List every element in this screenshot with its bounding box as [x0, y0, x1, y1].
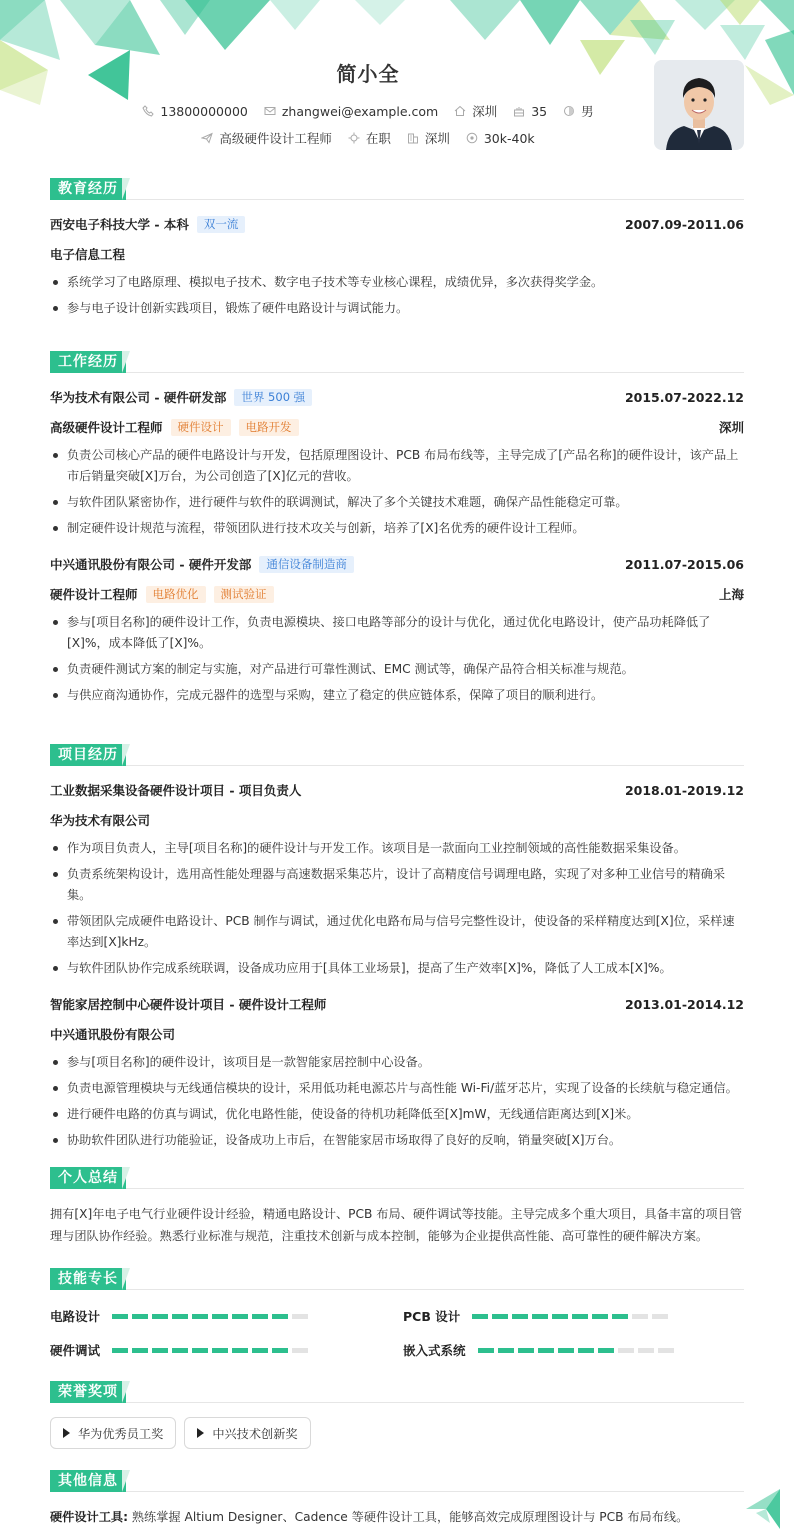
section-title: 技能专长 [50, 1268, 126, 1290]
project-company-row [50, 810, 744, 830]
skill-segment-filled [572, 1314, 588, 1319]
candidate-name: 简小全 [336, 62, 400, 86]
major-name: 电子信息工程 [50, 247, 126, 262]
list-item: 与供应商沟通协作，完成元器件的选型与采购，建立了稳定的供应链体系，保障了项目的顺利进行。 [50, 685, 744, 706]
contact-city [454, 102, 497, 120]
awards-section [50, 1381, 744, 1449]
contact-gender [563, 102, 594, 120]
skill-segment-filled [192, 1348, 208, 1353]
summary-section [50, 1167, 744, 1247]
skill-segment-filled [232, 1314, 248, 1319]
skill-segment-filled [232, 1348, 248, 1353]
skill-segment-filled [558, 1348, 574, 1353]
other-info-value: 熟练掌握 Altium Designer、Cadence 等硬件设计工具，能够高效完成原理图设计与 PCB 布局布线。 [131, 1510, 689, 1524]
project-bullets [50, 1052, 744, 1151]
skill-item [403, 1341, 678, 1359]
work-section [50, 351, 744, 711]
intent-salary-text: 30k-40k [483, 130, 535, 146]
intent-city-text: 深圳 [424, 131, 450, 146]
project-date: 2018.01-2019.12 [624, 782, 744, 798]
list-item: 负责硬件测试方案的制定与实施，对产品进行可靠性测试、EMC 测试等，确保产品符合相关标准与规范。 [50, 659, 744, 680]
list-item: 与软件团队紧密协作，进行硬件与软件的联调测试，解决了多个关键技术难题，确保产品性能稳定可靠。 [50, 492, 744, 513]
contact-phone [142, 104, 247, 119]
salary-icon [466, 132, 478, 144]
skills-section [50, 1268, 744, 1372]
gender-icon [563, 105, 575, 117]
education-bullets [50, 272, 744, 319]
company-name: 中兴通讯股份有限公司 - 硬件开发部 [50, 557, 252, 572]
skill-item [403, 1307, 672, 1325]
corner-decoration [746, 1489, 780, 1529]
position-title: 高级硬件设计工程师 [50, 420, 163, 435]
job-date: 2015.07-2022.12 [624, 389, 744, 405]
award-chip [50, 1417, 176, 1449]
skill-segment-empty [618, 1348, 634, 1353]
avatar-portrait [654, 60, 744, 150]
project-bullets [50, 838, 744, 979]
phone-icon [142, 105, 154, 117]
section-title-tail [122, 1268, 130, 1290]
company-name: 华为技术有限公司 - 硬件研发部 [50, 390, 227, 405]
email-address: zhangwei@example.com [281, 103, 439, 119]
list-item: 制定硬件设计规范与流程，带领团队进行技术攻关与创新，培养了[X]名优秀的硬件设计工程师。 [50, 518, 744, 539]
award-name: 中兴技术创新奖 [212, 1426, 298, 1441]
skill-name: 硬件调试 [50, 1343, 101, 1358]
project-entry-header [50, 780, 744, 800]
skill-segment-filled [192, 1314, 208, 1319]
section-title-tail [122, 178, 130, 200]
job-position-row [50, 584, 744, 604]
skill-tag: 测试验证 [214, 586, 274, 603]
list-item: 与软件团队协作完成系统联调，设备成功应用于[具体工业场景]，提高了生产效率[X]%，降低了人工成本[X]%。 [50, 958, 744, 979]
job-position-row [50, 417, 744, 437]
list-item: 协助软件团队进行功能验证，设备成功上市后，在智能家居市场取得了良好的反响，销量突破[X]万台。 [50, 1130, 744, 1151]
skill-segment-filled [252, 1314, 268, 1319]
list-item: 负责电源管理模块与无线通信模块的设计，采用低功耗电源芯片与高性能 Wi-Fi/蓝牙芯片，实现了设备的长续航与稳定通信。 [50, 1078, 744, 1099]
section-title: 项目经历 [50, 744, 126, 766]
intent-city [407, 129, 450, 147]
skill-segment-filled [532, 1314, 548, 1319]
phone-number: 13800000000 [160, 103, 248, 119]
skill-segment-filled [152, 1314, 168, 1319]
section-title: 荣誉奖项 [50, 1381, 126, 1403]
section-title-tail [122, 351, 130, 373]
list-item: 参与[项目名称]的硬件设计，该项目是一款智能家居控制中心设备。 [50, 1052, 744, 1073]
skill-segment-filled [538, 1348, 554, 1353]
school-tag: 双一流 [197, 216, 246, 233]
job-entry-header [50, 387, 744, 407]
other-info-text [50, 1506, 744, 1528]
company-tag: 世界 500 强 [234, 389, 312, 406]
award-chip [184, 1417, 310, 1449]
skill-item [50, 1307, 312, 1325]
job-city: 深圳 [718, 420, 744, 435]
skill-segment-filled [612, 1314, 628, 1319]
skill-segment-filled [272, 1314, 288, 1319]
section-title-tail [122, 1470, 130, 1492]
intent-position-text: 高级硬件设计工程师 [219, 131, 332, 146]
skill-item [50, 1341, 312, 1359]
skill-segment-filled [132, 1314, 148, 1319]
skill-segment-filled [112, 1314, 128, 1319]
skill-segment-empty [638, 1348, 654, 1353]
list-item: 带领团队完成硬件电路设计、PCB 制作与调试，通过优化电路布局与信号完整性设计，使设备的采样精度达到[X]位，采样速率达到[X]kHz。 [50, 911, 744, 953]
awards-heading [50, 1381, 744, 1403]
play-icon [63, 1428, 70, 1438]
section-title: 个人总结 [50, 1167, 126, 1189]
intent-status-text: 在职 [365, 131, 391, 146]
other-heading [50, 1470, 744, 1492]
section-title-tail [122, 1167, 130, 1189]
skill-tag: 电路开发 [239, 419, 299, 436]
education-heading [50, 178, 744, 200]
skill-segment-filled [212, 1314, 228, 1319]
skill-segment-filled [518, 1348, 534, 1353]
list-item: 参与[项目名称]的硬件设计工作，负责电源模块、接口电路等部分的设计与优化，通过优化电路设计，使产品功耗降低了[X]%，成本降低了[X]%。 [50, 612, 744, 654]
skill-segment-filled [472, 1314, 488, 1319]
skill-segment-filled [212, 1348, 228, 1353]
skill-segment-filled [592, 1314, 608, 1319]
skills-heading [50, 1268, 744, 1290]
skill-segment-filled [552, 1314, 568, 1319]
skill-segment-filled [172, 1314, 188, 1319]
skill-level-bar [112, 1314, 312, 1319]
play-icon [197, 1428, 204, 1438]
education-date: 2007.09-2011.06 [624, 216, 744, 232]
other-section [50, 1470, 744, 1528]
gender-text: 男 [581, 104, 594, 119]
project-date: 2013.01-2014.12 [624, 996, 744, 1012]
skill-segment-filled [252, 1348, 268, 1353]
job-bullets [50, 445, 744, 539]
project-company: 中兴通讯股份有限公司 [50, 1027, 176, 1042]
age-icon [513, 105, 525, 117]
skill-name: PCB 设计 [403, 1309, 461, 1324]
skill-segment-empty [658, 1348, 674, 1353]
skill-segment-filled [512, 1314, 528, 1319]
list-item: 负责系统架构设计，选用高性能处理器与高速数据采集芯片，设计了高精度信号调理电路，实现了对多种工业信号的精确采集。 [50, 864, 744, 906]
skill-tag: 电路优化 [146, 586, 206, 603]
position-title: 硬件设计工程师 [50, 587, 138, 602]
building-icon [407, 132, 419, 144]
list-item: 负责公司核心产品的硬件电路设计与开发，包括原理图设计、PCB 布局布线等，主导完成了[产品名称]的硬件设计，该产品上市后销量突破[X]万台，为公司创造了[X]亿元的营收。 [50, 445, 744, 487]
project-name: 工业数据采集设备硬件设计项目 - 项目负责人 [50, 783, 302, 798]
project-company-row [50, 1024, 744, 1044]
skill-segment-filled [132, 1348, 148, 1353]
skill-tag: 硬件设计 [171, 419, 231, 436]
skills-grid [50, 1304, 744, 1372]
skill-segment-filled [498, 1348, 514, 1353]
skill-segment-empty [652, 1314, 668, 1319]
project-entry-header [50, 994, 744, 1014]
job-entry-header [50, 554, 744, 574]
list-item: 参与电子设计创新实践项目，锻炼了硬件电路设计与调试能力。 [50, 298, 744, 319]
skill-name: 嵌入式系统 [403, 1343, 466, 1358]
other-info-label: 硬件设计工具: [50, 1510, 128, 1524]
skill-segment-filled [492, 1314, 508, 1319]
work-heading [50, 351, 744, 373]
summary-text: 拥有[X]年电子电气行业硬件设计经验，精通电路设计、PCB 布局、硬件调试等技能。主导完成多个重大项目，具备丰富的项目管理与团队协作经验。熟悉行业标准与规范，注重技术创新与成本控制，能够为企业提供高性能、高可靠性的硬件解决方案。 [50, 1207, 742, 1243]
award-name: 华为优秀员工奖 [78, 1426, 164, 1441]
section-title-tail [122, 744, 130, 766]
intent-position [201, 129, 332, 147]
job-date: 2011.07-2015.06 [624, 556, 744, 572]
intent-salary [466, 131, 535, 146]
list-item: 作为项目负责人，主导[项目名称]的硬件设计与开发工作。该项目是一款面向工业控制领域的高性能数据采集设备。 [50, 838, 744, 859]
home-icon [454, 105, 466, 117]
section-title: 教育经历 [50, 178, 126, 200]
skill-segment-filled [478, 1348, 494, 1353]
education-entry-header [50, 214, 744, 234]
skill-segment-empty [632, 1314, 648, 1319]
projects-section [50, 744, 744, 1156]
skill-segment-filled [598, 1348, 614, 1353]
job-city: 上海 [718, 587, 744, 602]
contact-age [513, 104, 547, 119]
skill-level-bar [112, 1348, 312, 1353]
skill-segment-filled [152, 1348, 168, 1353]
skill-level-bar [472, 1314, 672, 1319]
age-text: 35 [531, 103, 548, 119]
section-title-tail [122, 1381, 130, 1403]
school-name: 西安电子科技大学 - 本科 [50, 217, 189, 232]
city-text: 深圳 [472, 104, 498, 119]
job-bullets [50, 612, 744, 706]
company-tag: 通信设备制造商 [259, 556, 354, 573]
job-intent-row [0, 129, 736, 147]
resume-header [0, 0, 794, 170]
plane-icon [201, 132, 213, 144]
section-title: 其他信息 [50, 1470, 126, 1492]
skill-segment-empty [292, 1348, 308, 1353]
section-title: 工作经历 [50, 351, 126, 373]
list-item: 系统学习了电路原理、模拟电子技术、数字电子技术等专业核心课程，成绩优异，多次获得奖学金。 [50, 272, 744, 293]
projects-heading [50, 744, 744, 766]
contact-info-row [0, 102, 736, 120]
skill-segment-filled [272, 1348, 288, 1353]
education-major-row [50, 244, 744, 264]
education-section [50, 178, 744, 324]
skill-segment-filled [578, 1348, 594, 1353]
skill-level-bar [478, 1348, 678, 1353]
avatar [654, 60, 744, 150]
skill-segment-filled [112, 1348, 128, 1353]
intent-status [348, 129, 391, 147]
awards-list [50, 1417, 744, 1449]
project-name: 智能家居控制中心硬件设计项目 - 硬件设计工程师 [50, 997, 327, 1012]
skill-segment-filled [172, 1348, 188, 1353]
email-icon [264, 105, 276, 117]
status-icon [348, 132, 360, 144]
summary-heading [50, 1167, 744, 1189]
skill-name: 电路设计 [50, 1309, 101, 1324]
skill-segment-empty [292, 1314, 308, 1319]
list-item: 进行硬件电路的仿真与调试，优化电路性能，使设备的待机功耗降低至[X]mW，无线通信距离达到[X]米。 [50, 1104, 744, 1125]
contact-email [264, 104, 438, 119]
project-company: 华为技术有限公司 [50, 813, 151, 828]
